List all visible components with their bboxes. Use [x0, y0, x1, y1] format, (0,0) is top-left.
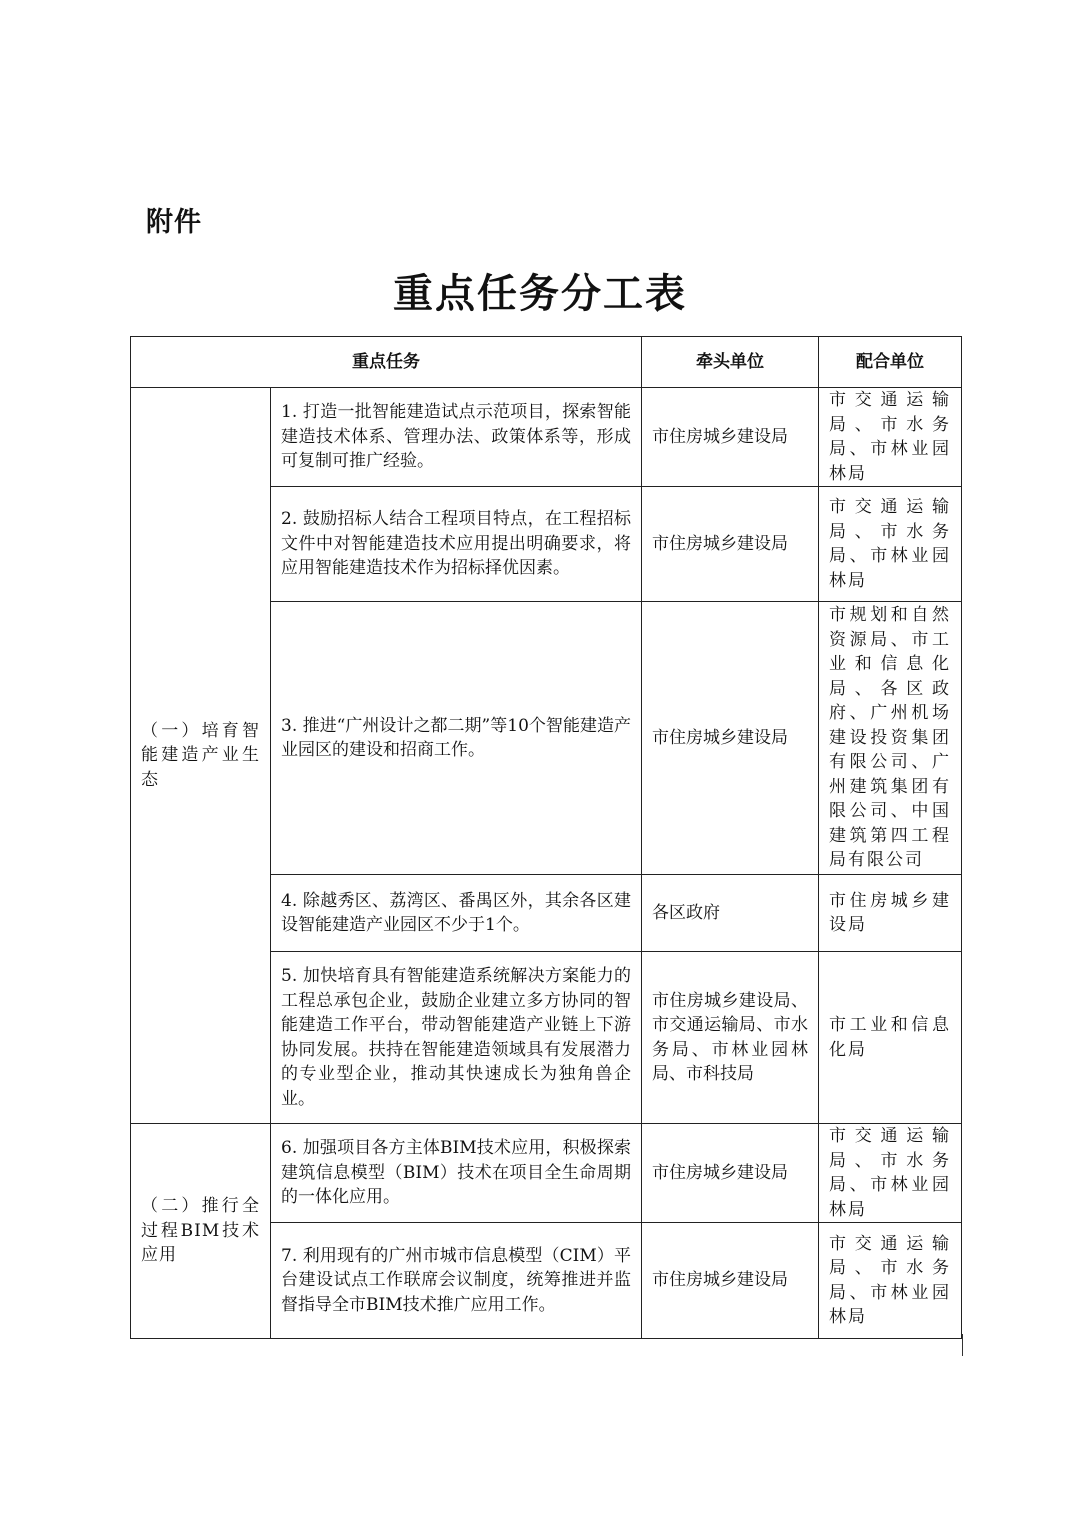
- task-division-table: [130, 336, 962, 1339]
- lead-cell: 市住房城乡建设局: [642, 388, 819, 487]
- coop-cell: 市交通运输局、市水务局、市林业园林局: [819, 487, 962, 602]
- task-cell: 7. 利用现有的广州市城市信息模型（CIM）平台建设试点工作联席会议制度，统筹推进并监督指导全市BIM技术推广应用工作。: [271, 1223, 642, 1339]
- header-coop: 配合单位: [819, 337, 962, 388]
- task-cell: 5. 加快培育具有智能建造系统解决方案能力的工程总承包企业，鼓励企业建立多方协同的智能建造工作平台，带动智能建造产业链上下游协同发展。扶持在智能建造领域具有发展潜力的专业型企业，推动其快速成长为独角兽企业。: [271, 952, 642, 1124]
- header-lead: 牵头单位: [642, 337, 819, 388]
- table-row: [131, 1124, 962, 1223]
- task-cell: 4. 除越秀区、荔湾区、番禺区外，其余各区建设智能建造产业园区不少于1个。: [271, 875, 642, 952]
- document-title: 重点任务分工表: [393, 270, 687, 317]
- lead-cell: 市住房城乡建设局: [642, 1124, 819, 1223]
- lead-cell: 各区政府: [642, 875, 819, 952]
- coop-cell: 市规划和自然资源局、市工业和信息化局、各区政府、广州机场建设投资集团有限公司、广州建筑集团有限公司、中国建筑第四工程局有限公司: [819, 602, 962, 875]
- table-header-row: [131, 337, 962, 388]
- category-cell: （一）培育智能建造产业生态: [131, 388, 271, 1124]
- attachment-label: 附件: [146, 207, 202, 238]
- header-task: 重点任务: [131, 337, 642, 388]
- coop-cell: 市交通运输局、市水务局、市林业园林局: [819, 388, 962, 487]
- page-edge-mark: [962, 1334, 963, 1356]
- coop-cell: 市交通运输局、市水务局、市林业园林局: [819, 1223, 962, 1339]
- coop-cell: 市交通运输局、市水务局、市林业园林局: [819, 1124, 962, 1223]
- lead-cell: 市住房城乡建设局、市交通运输局、市水务局、市林业园林局、市科技局: [642, 952, 819, 1124]
- task-cell: 2. 鼓励招标人结合工程项目特点，在工程招标文件中对智能建造技术应用提出明确要求，将应用智能建造技术作为招标择优因素。: [271, 487, 642, 602]
- lead-cell: 市住房城乡建设局: [642, 602, 819, 875]
- category-cell: （二）推行全过程BIM技术应用: [131, 1124, 271, 1339]
- lead-cell: 市住房城乡建设局: [642, 1223, 819, 1339]
- coop-cell: 市住房城乡建设局: [819, 875, 962, 952]
- lead-cell: 市住房城乡建设局: [642, 487, 819, 602]
- table-row: [131, 388, 962, 487]
- coop-cell: 市工业和信息化局: [819, 952, 962, 1124]
- task-cell: 6. 加强项目各方主体BIM技术应用，积极探索建筑信息模型（BIM）技术在项目全生命周期的一体化应用。: [271, 1124, 642, 1223]
- task-cell: 3. 推进“广州设计之都二期”等10个智能建造产业园区的建设和招商工作。: [271, 602, 642, 875]
- task-cell: 1. 打造一批智能建造试点示范项目，探索智能建造技术体系、管理办法、政策体系等，形成可复制可推广经验。: [271, 388, 642, 487]
